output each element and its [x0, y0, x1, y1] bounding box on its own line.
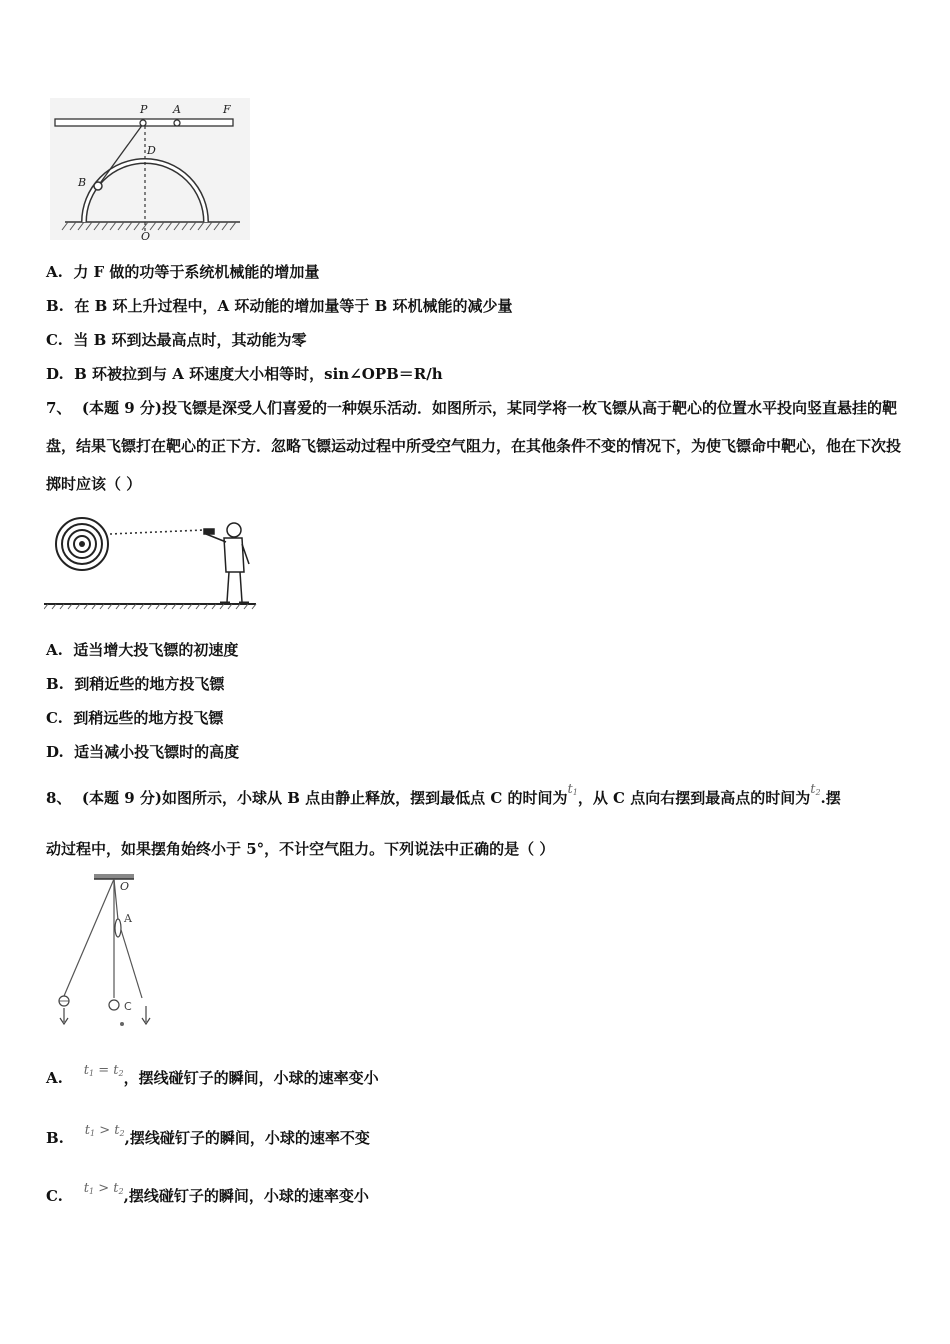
q6-option-c: C. 当 B 环到达最高点时，其动能为零 [46, 331, 307, 349]
label-F: F [223, 103, 231, 116]
q7-option-d: D. 适当减小投飞镖时的高度 [46, 743, 240, 761]
q6-option-a: A. 力 F 做的功等于系统机械能的增加量 [46, 263, 320, 281]
q6-option-d: D. B 环被拉到与 A 环速度大小相等时，sin∠OPB＝R/h [46, 365, 443, 383]
label-A: A [124, 912, 132, 925]
q8-option-a: A. $t_1 = t_2$，摆线碰钉子的瞬间，小球的速率变小 [46, 1063, 379, 1087]
q7-option-c: C. 到稍远些的地方投飞镖 [46, 709, 224, 727]
q8-option-b: B. $t_1 > t_2$,摆线碰钉子的瞬间，小球的速率不变 [46, 1123, 370, 1147]
label-B: B [78, 176, 87, 189]
q7-option-b: B. 到稍近些的地方投飞镖 [46, 675, 225, 693]
label-O: O [141, 230, 151, 240]
q8-stem-line2: 动过程中，如果摆角始终小于 5°，不计空气阻力。下列说法中正确的是（ ） [46, 840, 555, 858]
q6-option-b: B. 在 B 环上升过程中，A 环动能的增加量等于 B 环机械能的减少量 [46, 297, 513, 315]
label-O: O [120, 880, 130, 893]
figure-dartboard [44, 504, 260, 610]
label-C: C [124, 1000, 132, 1013]
label-A: A [173, 103, 181, 116]
label-D: D [147, 144, 156, 157]
label-P: P [140, 103, 148, 116]
q8-option-c: C. $t_1 > t_2$,摆线碰钉子的瞬间，小球的速率变小 [46, 1181, 369, 1205]
q7-stem: 7、 (本题 9 分)投飞镖是深受人们喜爱的一种娱乐活动．如图所示，某同学将一枚飞镖从高于靶心的位置水平投向竖直悬挂的靶盘，结果飞镖打在靶心的正下方．忽略飞镖运动过程中所受空气阻力，在其他条件不变的情况下，为使飞镖命中靶心，他在下次投掷时应该（ ） [46, 399, 902, 493]
q7-option-a: A. 适当增大投飞镖的初速度 [46, 641, 239, 659]
figure-pendulum [52, 868, 162, 1028]
q8-stem-line1: 8、 (本题 9 分)如图所示，小球从 B 点由静止释放，摆到最低点 C 的时间为$t_1$，从 C 点向右摆到最高点的时间为$t_2$.摆 [46, 782, 841, 807]
figure-ring-semicircle [50, 98, 250, 240]
